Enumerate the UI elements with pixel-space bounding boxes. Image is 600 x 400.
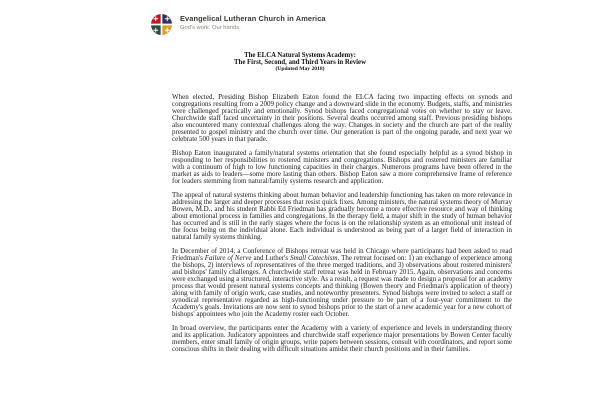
elca-logo-icon <box>150 13 173 36</box>
title-line-1: The ELCA Natural Systems Academy: <box>244 52 356 59</box>
paragraph: Bishop Eaton inaugurated a family/natural systems orientation that she found especially helpful as a synod bishop in responding to her responsibilities to rostered ministers and congregations. Bishops and rostered ministers are familiar with a continuum of high to low functioning capacities in their charges. Numerous programs have been offered in the market as aids to leaders—some more lasting than others. Bishop Eaton saw a more comprehensive frame of reference for leaders stemming from natural/family systems research and application. <box>172 149 512 185</box>
org-tagline: God's work. Our hands. <box>180 25 241 31</box>
title-line-3: (Updated May 2018) <box>275 66 325 72</box>
org-name: Evangelical Lutheran Church in America <box>180 14 326 23</box>
brand-text-block <box>180 13 326 32</box>
header-brand <box>150 13 326 36</box>
paragraph: In December of 2014, a Conference of Bishops retreat was held in Chicago where participants had been asked to read Friedman's Failure of Nerve and Luther's Small Catechism. The retreat focused on: 1) an exchange of experience among the bishops, 2) interviews of representatives of the three merged traditions, and 3) observations about rostered ministers' and bishops' family challenges. A churchwide staff retreat was held in February 2015. Again, observations and concerns were exchanged using a structured, interactive style. As a result, a request was made to design a proposal for an academy process that would present natural systems concepts and thinking (Bowen theory and Friedman's application of theory) along with family of origin work, case studies, and noteworthy presenters. Synod bishops were invited to select a staff or synodical representative regarded as high-functioning under pressure to be part of a four-year commitment to the Academy's goals. Invitations are now sent to synod bishops prior to the start of a new academic year for a new cohort of bishops' appointees who join the Academy roster each October. <box>172 247 512 318</box>
title-line-2: The First, Second, and Third Years in Review <box>234 59 366 66</box>
document-title <box>0 52 600 73</box>
paragraph: In broad overview, the participants enter the Academy with a variety of experience and levels in understanding theory and its application. Judicatory appointees and churchwide staff experience major presentations by Bowen Center faculty members, enter small family of origin groups, write papers between sessions, consult with coordinators, and report some conscious shifts in their dealing with difficult situations amidst their church positions and in their families. <box>172 324 512 353</box>
document-body <box>172 94 512 360</box>
paragraph: When elected, Presiding Bishop Elizabeth Eaton found the ELCA facing two impacting effects on synods and congregations resulting from a 2009 policy change and a downward slide in the economy. Budgets, staffs, and ministries were challenged practically and emotionally. Synod bishops faced congregational votes on whether to stay or leave. Churchwide staff faced uncertainty in their positions. Several deaths occurred among staff. Previous presiding bishops also encountered many contextual challenges along the way. Changes in society and the church are part of the reality presented to gospel ministry and the church over time. Our generation is part of the ongoing parade, and next year we celebrate 500 years in that parade. <box>172 93 512 143</box>
paragraph: The appeal of natural systems thinking about human behavior and leadership functioning has taken on more relevance in addressing the larger and deeper processes that resist quick fixes. Among ministers, the natural systems theory of Murray Bowen, M.D., and his student Rabbi Ed Friedman has gradually become a more effective resource and way of thinking about emotional process in families and congregations. In the therapy field, a major shift in the study of human behavior has occurred and is still in the early stages where the focus is on the relationship system as an emotional unit instead of the focus being on the individual alone. Each individual is understood as being part of a larger field of interaction in natural family systems thinking. <box>172 191 512 241</box>
